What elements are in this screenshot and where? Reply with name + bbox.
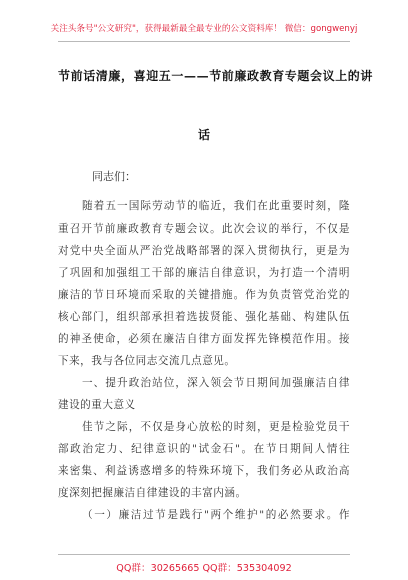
document-title: 节前话清廉，喜迎五一——节前廉政教育专题会议上的讲 — [58, 69, 374, 83]
section-heading: 一、提升政治站位，深入领会节日期间加强廉洁自律 — [82, 377, 350, 389]
body-line: 随着五一国际劳动节的临近，我们在此重要时刻，隆 — [82, 200, 350, 212]
subsection-heading: （一）廉洁过节是践行"两个维护"的必然要求。作 — [82, 509, 350, 521]
greeting: 同志们： — [92, 170, 136, 183]
document-title-continuation: 话 — [197, 128, 210, 142]
body-line: 廉洁的节日环境而采取的关键措施。作为负责管党治党的 — [58, 289, 350, 301]
body-line: 核心部门，组织部承担着选拔贤能、强化基础、构建队伍 — [58, 311, 350, 323]
footer-divider — [58, 554, 350, 555]
body-line: 来密集、利益诱惑增多的特殊环境下，我们务必从政治高 — [58, 465, 350, 477]
body-line: 部政治定力、纪律意识的"试金石"。在节日期间人情往 — [58, 443, 350, 455]
footer-contact: QQ群：30265665 QQ群：535304092 — [116, 563, 292, 574]
section-heading-continuation: 建设的重大意义 — [58, 399, 136, 411]
body-line: 下来，我与各位同志交流几点意见。 — [58, 355, 236, 367]
body-line: 了巩固和加强组工干部的廉洁自律意识，为打造一个清明 — [58, 267, 350, 279]
body-line: 佳节之际，不仅是身心放松的时刻，更是检验党员干 — [82, 421, 350, 433]
body-line: 对党中央全面从严治党战略部署的深入贯彻执行，更是为 — [58, 245, 350, 257]
body-line: 的神圣使命，必须在廉洁自律方面发挥先锋模范作用。接 — [58, 333, 350, 345]
header-banner: 关注头条号"公文研究"，获得最新最全最专业的公文资料库！ 微信：gongwenyj — [50, 24, 358, 34]
body-line: 重召开节前廉政教育专题会议。此次会议的举行，不仅是 — [58, 223, 350, 235]
body-line: 度深刻把握廉洁自律建设的丰富内涵。 — [58, 487, 247, 499]
header-divider — [58, 41, 350, 42]
